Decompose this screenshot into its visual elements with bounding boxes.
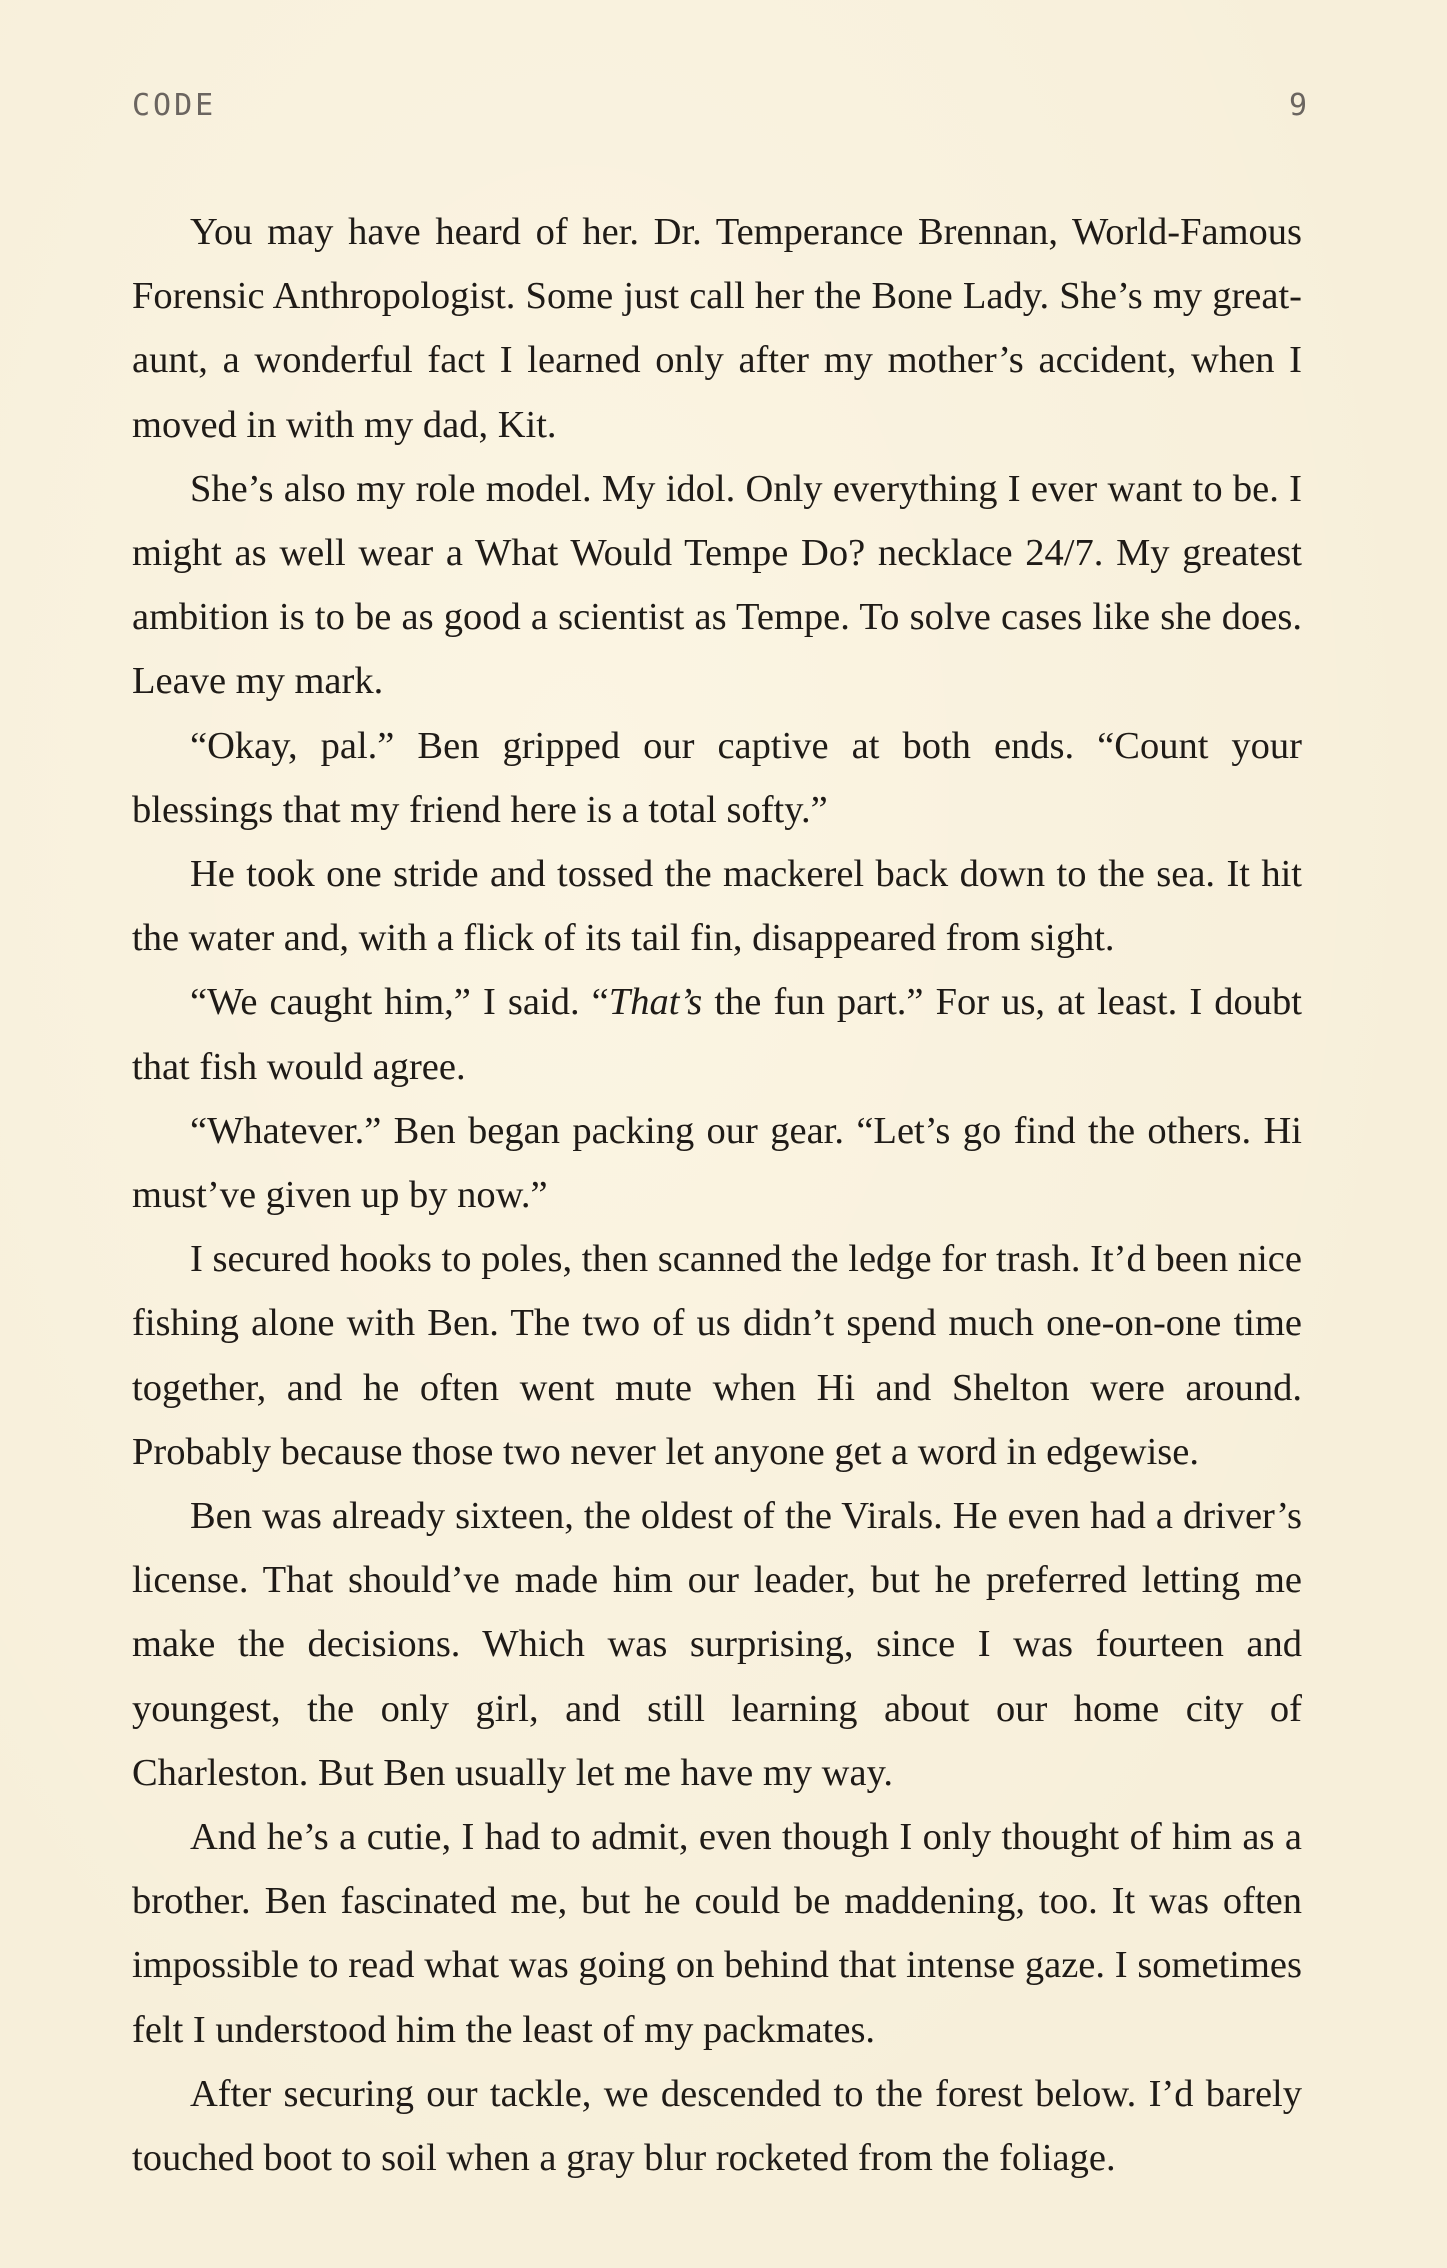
paragraph: Ben was already sixteen, the oldest of the Virals. He even had a driver’s license. That should’ve made him our leader, but he preferred letting me make the decisions. Which was surprising, since I was fourteen and youngest, the only girl, and still learning about our home city of Charleston. But Ben usually let me have my way. <box>132 1495 1302 1794</box>
paragraph-text: “We caught him,” I said. “ <box>190 981 609 1024</box>
paragraph: I secured hooks to poles, then scanned the ledge for trash. It’d been nice fishing alone with Ben. The two of us didn’t spend much one-on-one time together, and he often went mute when Hi and Shelton were around. Probably because those two never let anyone get a word in edgewise. <box>132 1238 1302 1473</box>
paragraph-text: the fun part.” For us, at least. I doubt that fish would agree. <box>132 981 1302 1088</box>
paragraph: And he’s a cutie, I had to admit, even though I only thought of him as a brother. Ben fascinated me, but he could be maddening, too. It was often impossible to read what was going on behind that intense gaze. I sometimes felt I understood him the least of my packmates. <box>132 1816 1302 2051</box>
emphasized-word: That’s <box>608 981 703 1024</box>
paragraph: “Whatever.” Ben began packing our gear. “Let’s go find the others. Hi must’ve given up by now.” <box>132 1109 1302 1217</box>
paragraph: He took one stride and tossed the mackerel back down to the sea. It hit the water and, with a flick of its tail fin, disappeared from sight. <box>132 853 1302 960</box>
paragraph: She’s also my role model. My idol. Only everything I ever want to be. I might as well wear a What Would Tempe Do? necklace 24/7. My greatest ambition is to be as good a scientist as Tempe. To solve cases like she does. Leave my mark. <box>132 467 1302 703</box>
book-title: CODE <box>132 88 217 123</box>
paragraph: After securing our tackle, we descended to the forest below. I’d barely touched boot to soil when a gray blur rocketed from the foliage. <box>132 2072 1302 2180</box>
page-number: 9 <box>1288 88 1307 123</box>
paragraph <box>132 970 1302 1098</box>
body-text <box>132 200 1302 2190</box>
paragraph: You may have heard of her. Dr. Temperance Brennan, World-Famous Forensic Anthropologist. Some just call her the Bone Lady. She’s my great-aunt, a wonderful fact I learned only after my mother’s accident, when I moved in with my dad, Kit. <box>132 211 1302 446</box>
paragraph: “Okay, pal.” Ben gripped our captive at both ends. “Count your blessings that my friend here is a total softy.” <box>132 724 1302 831</box>
running-head <box>132 88 1307 128</box>
